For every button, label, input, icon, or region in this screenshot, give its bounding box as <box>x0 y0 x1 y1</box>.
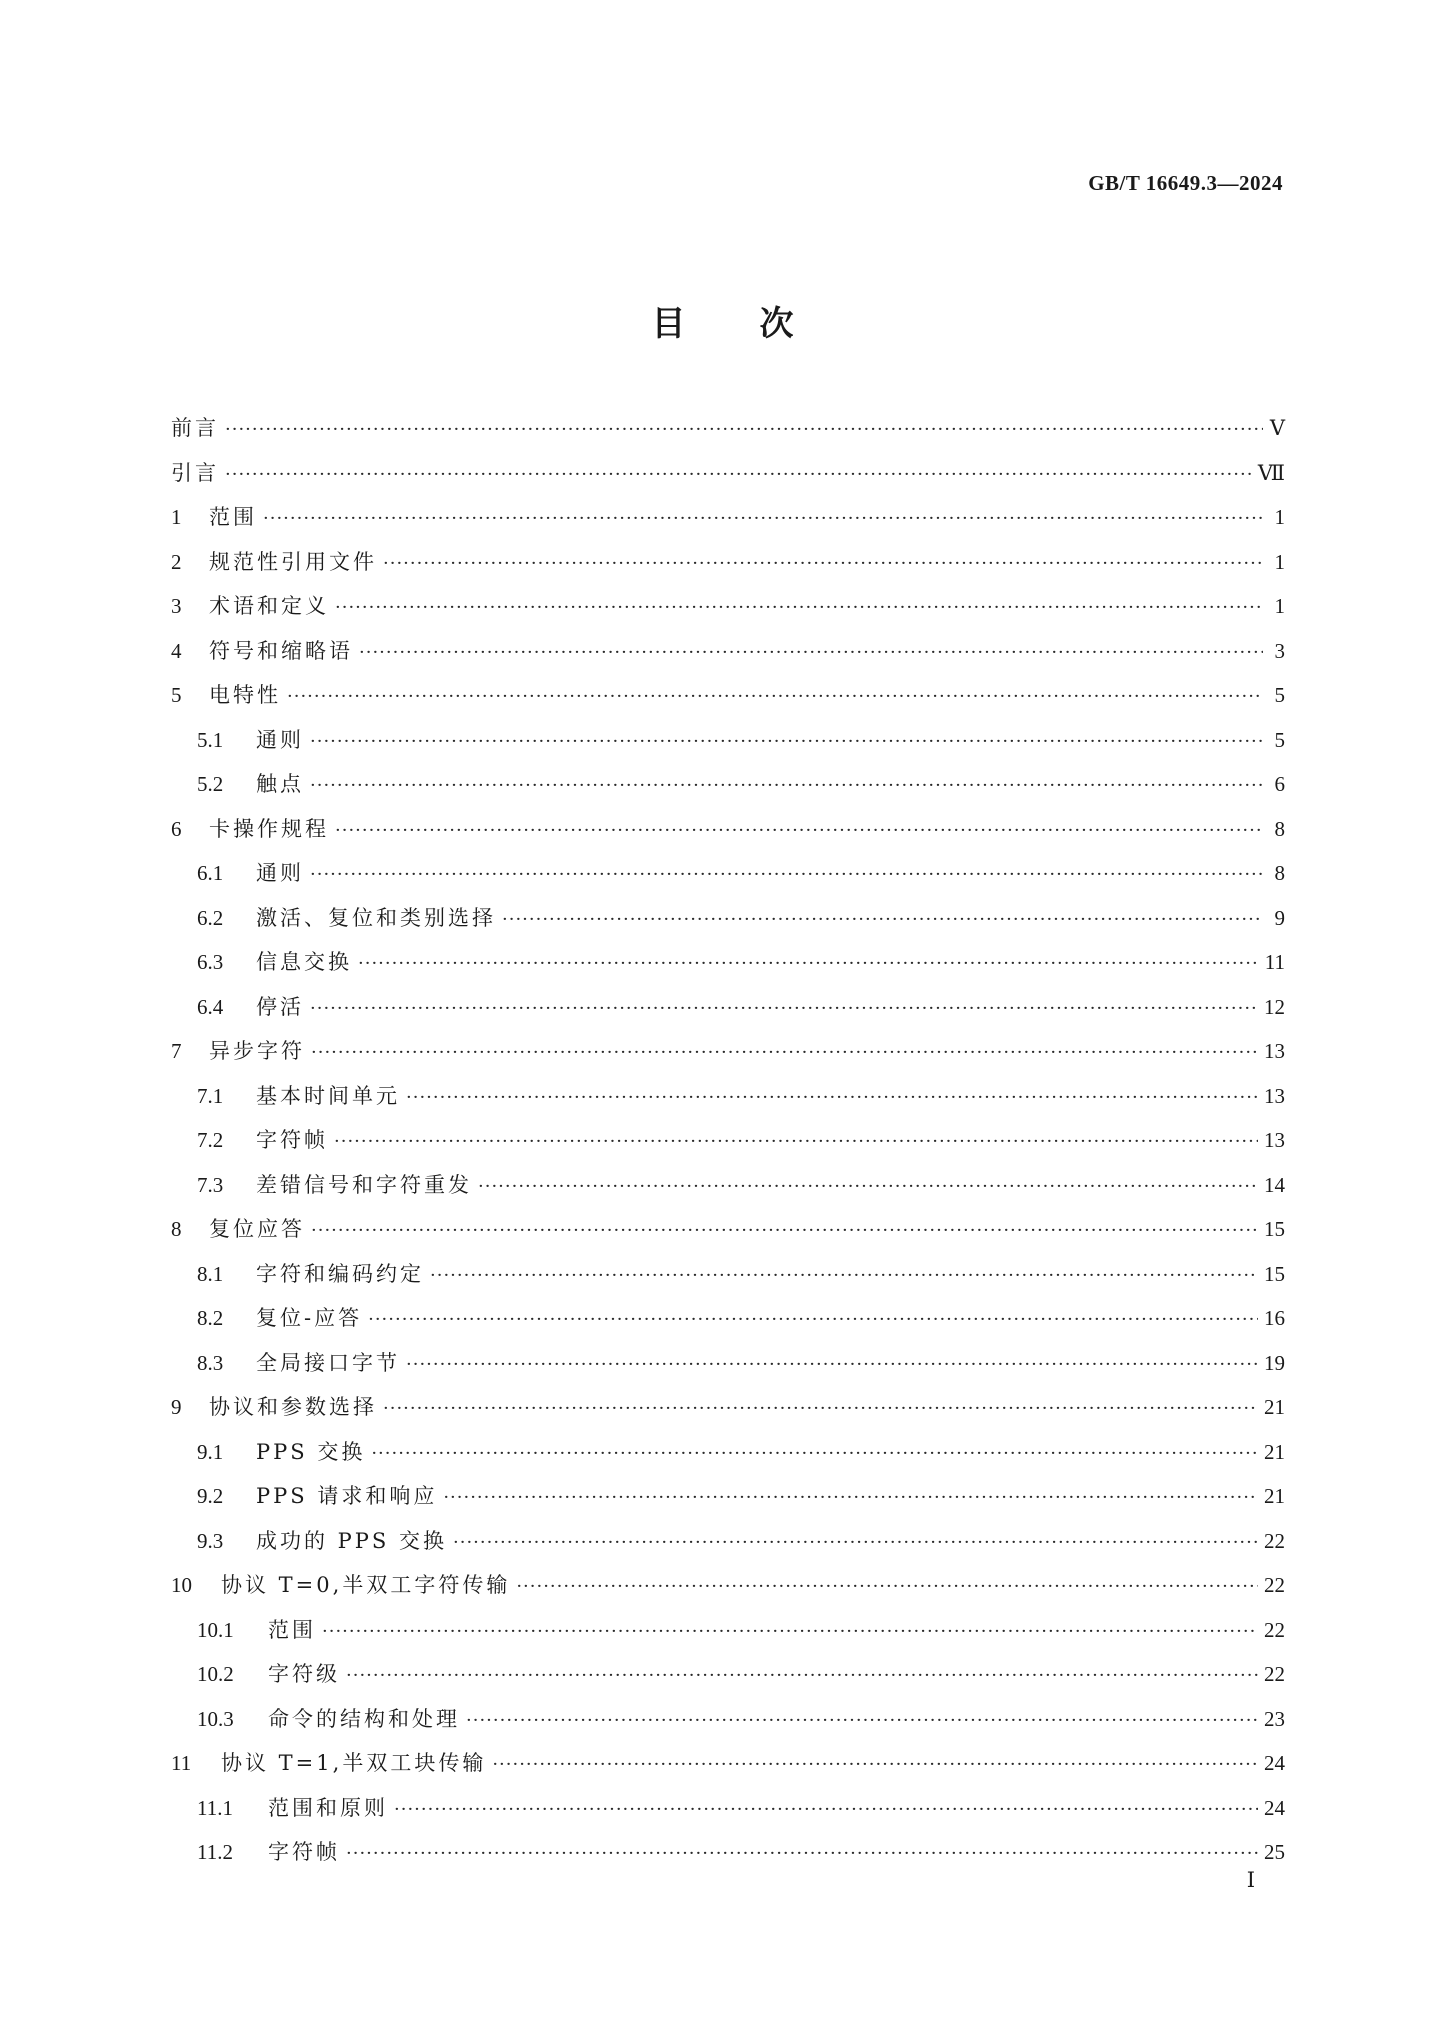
toc-entry[interactable] <box>171 1703 1285 1748</box>
toc-entry-label: 协议和参数选择 <box>209 1395 377 1419</box>
toc-entry-label: 前言 <box>171 416 219 440</box>
toc-entry-label: 范围 <box>268 1617 316 1642</box>
toc-entry-page: Ⅴ <box>1269 416 1285 440</box>
toc-entry-number: 1 <box>171 505 182 529</box>
toc-entry-page: 21 <box>1264 1439 1285 1464</box>
toc-entry-label: 字符级 <box>268 1662 340 1686</box>
toc-entry-page: 11 <box>1264 950 1285 974</box>
toc-entry-number: 6.4 <box>197 994 224 1019</box>
standard-number: GB/T 16649.3—2024 <box>1088 171 1283 195</box>
toc-entry-page: 1 <box>1274 505 1285 529</box>
toc-entry[interactable] <box>171 457 1285 502</box>
toc-entry-label: 全局接口字节 <box>256 1350 400 1375</box>
toc-entry-page: 14 <box>1264 1172 1285 1197</box>
toc-entry-label: 触点 <box>256 772 304 796</box>
toc-entry-label: 引言 <box>171 460 219 485</box>
toc-entry-number: 5.2 <box>197 772 224 796</box>
toc-entry-page: 5 <box>1274 727 1285 752</box>
toc-entry[interactable] <box>171 1569 1285 1614</box>
toc-leader-dots <box>453 1532 1258 1553</box>
toc-entry-label: 协议 T=0,半双工字符传输 <box>221 1573 511 1597</box>
toc-entry[interactable] <box>171 946 1285 991</box>
toc-leader-dots <box>334 1131 1258 1152</box>
toc-leader-dots <box>383 1398 1258 1419</box>
toc-entry-label: 术语和定义 <box>209 594 329 618</box>
toc-entry-number: 6 <box>171 816 182 841</box>
toc-entry-label: 字符和编码约定 <box>256 1261 424 1286</box>
toc-entry[interactable] <box>171 1035 1285 1080</box>
toc-entry-page: 6 <box>1274 772 1285 796</box>
toc-entry[interactable] <box>171 768 1285 813</box>
toc-leader-dots <box>406 1354 1258 1375</box>
toc-entry-page: 1 <box>1274 549 1285 574</box>
toc-entry-number: 7.1 <box>197 1083 224 1108</box>
toc-leader-dots <box>287 686 1263 707</box>
toc-entry-number: 7.2 <box>197 1128 224 1152</box>
toc-leader-dots <box>383 553 1263 574</box>
toc-entry[interactable] <box>171 1792 1285 1837</box>
toc-leader-dots <box>335 820 1263 841</box>
toc-leader-dots <box>516 1576 1258 1597</box>
toc-entry-number: 8.3 <box>197 1350 224 1375</box>
toc-leader-dots <box>430 1265 1258 1286</box>
toc-entry-number: 6.3 <box>197 950 224 974</box>
toc-entry-page: 22 <box>1264 1528 1285 1553</box>
toc-entry[interactable] <box>171 1525 1285 1570</box>
toc-entry-page: 5 <box>1274 683 1285 707</box>
toc-entry[interactable] <box>171 813 1285 858</box>
toc-entry[interactable] <box>171 1169 1285 1214</box>
toc-entry-page: 8 <box>1274 861 1285 885</box>
toc-entry-number: 10 <box>171 1573 192 1597</box>
toc-leader-dots <box>322 1621 1258 1642</box>
toc-entry-label: 命令的结构和处理 <box>268 1706 460 1731</box>
toc-leader-dots <box>466 1710 1258 1731</box>
toc-entry-page: 23 <box>1264 1706 1285 1731</box>
toc-entry[interactable] <box>171 1436 1285 1481</box>
toc-entry-label: 字符帧 <box>268 1840 340 1864</box>
toc-entry-label: 激活、复位和类别选择 <box>256 905 496 930</box>
toc-entry-page: 25 <box>1264 1840 1285 1864</box>
toc-entry-number: 10.2 <box>197 1662 234 1686</box>
page-number: Ⅰ <box>1246 1868 1255 1892</box>
toc-entry-label: 通则 <box>256 727 304 752</box>
toc-entry[interactable] <box>171 635 1285 680</box>
toc-entry-page: 24 <box>1264 1751 1285 1775</box>
toc-entry[interactable] <box>171 1124 1285 1169</box>
toc-entry-page: 19 <box>1264 1350 1285 1375</box>
toc-leader-dots <box>346 1665 1258 1686</box>
toc-entry[interactable] <box>171 1213 1285 1258</box>
toc-entry[interactable] <box>171 1391 1285 1436</box>
page-title: 目次 <box>651 304 868 344</box>
toc-entry-number: 5.1 <box>197 727 224 752</box>
toc-entry[interactable] <box>171 1747 1285 1792</box>
toc-entry-label: 成功的 PPS 交换 <box>256 1528 447 1553</box>
toc-entry-label: 异步字符 <box>209 1039 305 1063</box>
toc-leader-dots <box>492 1754 1258 1775</box>
toc-leader-dots <box>311 1220 1258 1241</box>
toc-entry-label: 复位-应答 <box>256 1306 363 1330</box>
toc-leader-dots <box>443 1487 1258 1508</box>
toc-entry[interactable] <box>171 724 1285 769</box>
toc-entry[interactable] <box>171 1347 1285 1392</box>
toc-entry-page: 22 <box>1264 1573 1285 1597</box>
toc-entry[interactable] <box>171 857 1285 902</box>
toc-entry[interactable] <box>171 679 1285 724</box>
toc-entry-label: 字符帧 <box>256 1128 328 1152</box>
toc-entry[interactable] <box>171 590 1285 635</box>
toc-entry-number: 8 <box>171 1217 182 1241</box>
toc-entry[interactable] <box>171 1658 1285 1703</box>
toc-entry[interactable] <box>171 1836 1285 1881</box>
toc-leader-dots <box>359 642 1263 663</box>
toc-entry-number: 4 <box>171 638 182 663</box>
toc-entry[interactable] <box>171 1258 1285 1303</box>
toc-leader-dots <box>263 508 1263 529</box>
toc-entry-page: 16 <box>1264 1306 1285 1330</box>
toc-leader-dots <box>502 909 1263 930</box>
toc-entry-number: 6.2 <box>197 905 224 930</box>
toc-entry-number: 11.2 <box>197 1840 233 1864</box>
toc-entry-page: 3 <box>1274 638 1285 663</box>
toc-entry-page: 13 <box>1264 1083 1285 1108</box>
toc-entry[interactable] <box>171 412 1285 457</box>
toc-entry-page: 9 <box>1274 905 1285 930</box>
toc-entry-label: 范围 <box>209 505 257 529</box>
toc-leader-dots <box>310 731 1263 752</box>
toc-entry-label: 通则 <box>256 861 304 885</box>
toc-entry-page: 24 <box>1264 1795 1285 1820</box>
toc-entry-page: 21 <box>1264 1395 1285 1419</box>
toc-leader-dots <box>371 1443 1258 1464</box>
toc-leader-dots <box>335 597 1263 618</box>
toc-leader-dots <box>406 1087 1258 1108</box>
toc-leader-dots <box>225 419 1263 440</box>
toc-entry-number: 9.2 <box>197 1484 224 1508</box>
toc-entry-label: 复位应答 <box>209 1217 305 1241</box>
toc-entry-label: 规范性引用文件 <box>209 549 377 574</box>
toc-leader-dots <box>310 998 1258 1019</box>
toc-entry-page: 8 <box>1274 816 1285 841</box>
toc-entry[interactable] <box>171 1302 1285 1347</box>
toc-entry-number: 6.1 <box>197 861 224 885</box>
toc-entry-number: 7.3 <box>197 1172 224 1197</box>
toc-leader-dots <box>394 1799 1258 1820</box>
toc-entry-page: 15 <box>1264 1261 1285 1286</box>
toc-entry[interactable] <box>171 1614 1285 1659</box>
toc-entry-label: 范围和原则 <box>268 1795 388 1820</box>
toc-entry-label: 停活 <box>256 994 304 1019</box>
toc-entry-number: 10.1 <box>197 1617 234 1642</box>
toc-entry-label: 电特性 <box>209 683 281 707</box>
toc-entry-label: 符号和缩略语 <box>209 638 353 663</box>
toc-entry-page: 1 <box>1274 594 1285 618</box>
toc-entry-page: 22 <box>1264 1617 1285 1642</box>
toc-entry[interactable] <box>171 991 1285 1036</box>
toc-entry-number: 5 <box>171 683 182 707</box>
toc-entry-label: 基本时间单元 <box>256 1083 400 1108</box>
toc-entry-label: 差错信号和字符重发 <box>256 1172 472 1197</box>
toc-entry-number: 10.3 <box>197 1706 234 1731</box>
toc-entry-number: 8.1 <box>197 1261 224 1286</box>
toc-entry-page: 22 <box>1264 1662 1285 1686</box>
toc-entry[interactable] <box>171 546 1285 591</box>
toc-entry-page: 12 <box>1264 994 1285 1019</box>
toc-leader-dots <box>310 775 1263 796</box>
toc-entry[interactable] <box>171 1080 1285 1125</box>
toc-entry-number: 9.3 <box>197 1528 224 1553</box>
toc-entry-label: PPS 请求和响应 <box>256 1484 438 1508</box>
table-of-contents <box>171 412 1285 1881</box>
toc-entry-page: 13 <box>1264 1039 1285 1063</box>
toc-entry-number: 2 <box>171 549 182 574</box>
toc-entry-label: 卡操作规程 <box>209 816 329 841</box>
toc-entry[interactable] <box>171 902 1285 947</box>
toc-leader-dots <box>346 1843 1258 1864</box>
toc-entry-page: 21 <box>1264 1484 1285 1508</box>
toc-entry[interactable] <box>171 501 1285 546</box>
toc-entry-number: 9.1 <box>197 1439 224 1464</box>
toc-entry-label: 协议 T=1,半双工块传输 <box>221 1751 487 1775</box>
toc-entry-number: 8.2 <box>197 1306 224 1330</box>
toc-entry-page: 15 <box>1264 1217 1285 1241</box>
toc-leader-dots <box>368 1309 1258 1330</box>
toc-entry-label: 信息交换 <box>256 950 352 974</box>
toc-leader-dots <box>225 464 1252 485</box>
toc-leader-dots <box>311 1042 1258 1063</box>
toc-entry-label: PPS 交换 <box>256 1439 366 1464</box>
toc-entry[interactable] <box>171 1480 1285 1525</box>
toc-leader-dots <box>358 953 1259 974</box>
toc-entry-number: 11.1 <box>197 1795 233 1820</box>
toc-leader-dots <box>478 1176 1258 1197</box>
toc-leader-dots <box>310 864 1263 885</box>
toc-entry-number: 3 <box>171 594 182 618</box>
toc-entry-number: 11 <box>171 1751 192 1775</box>
toc-entry-number: 7 <box>171 1039 182 1063</box>
toc-entry-page: Ⅶ <box>1257 460 1285 485</box>
toc-entry-page: 13 <box>1264 1128 1285 1152</box>
toc-entry-number: 9 <box>171 1395 182 1419</box>
